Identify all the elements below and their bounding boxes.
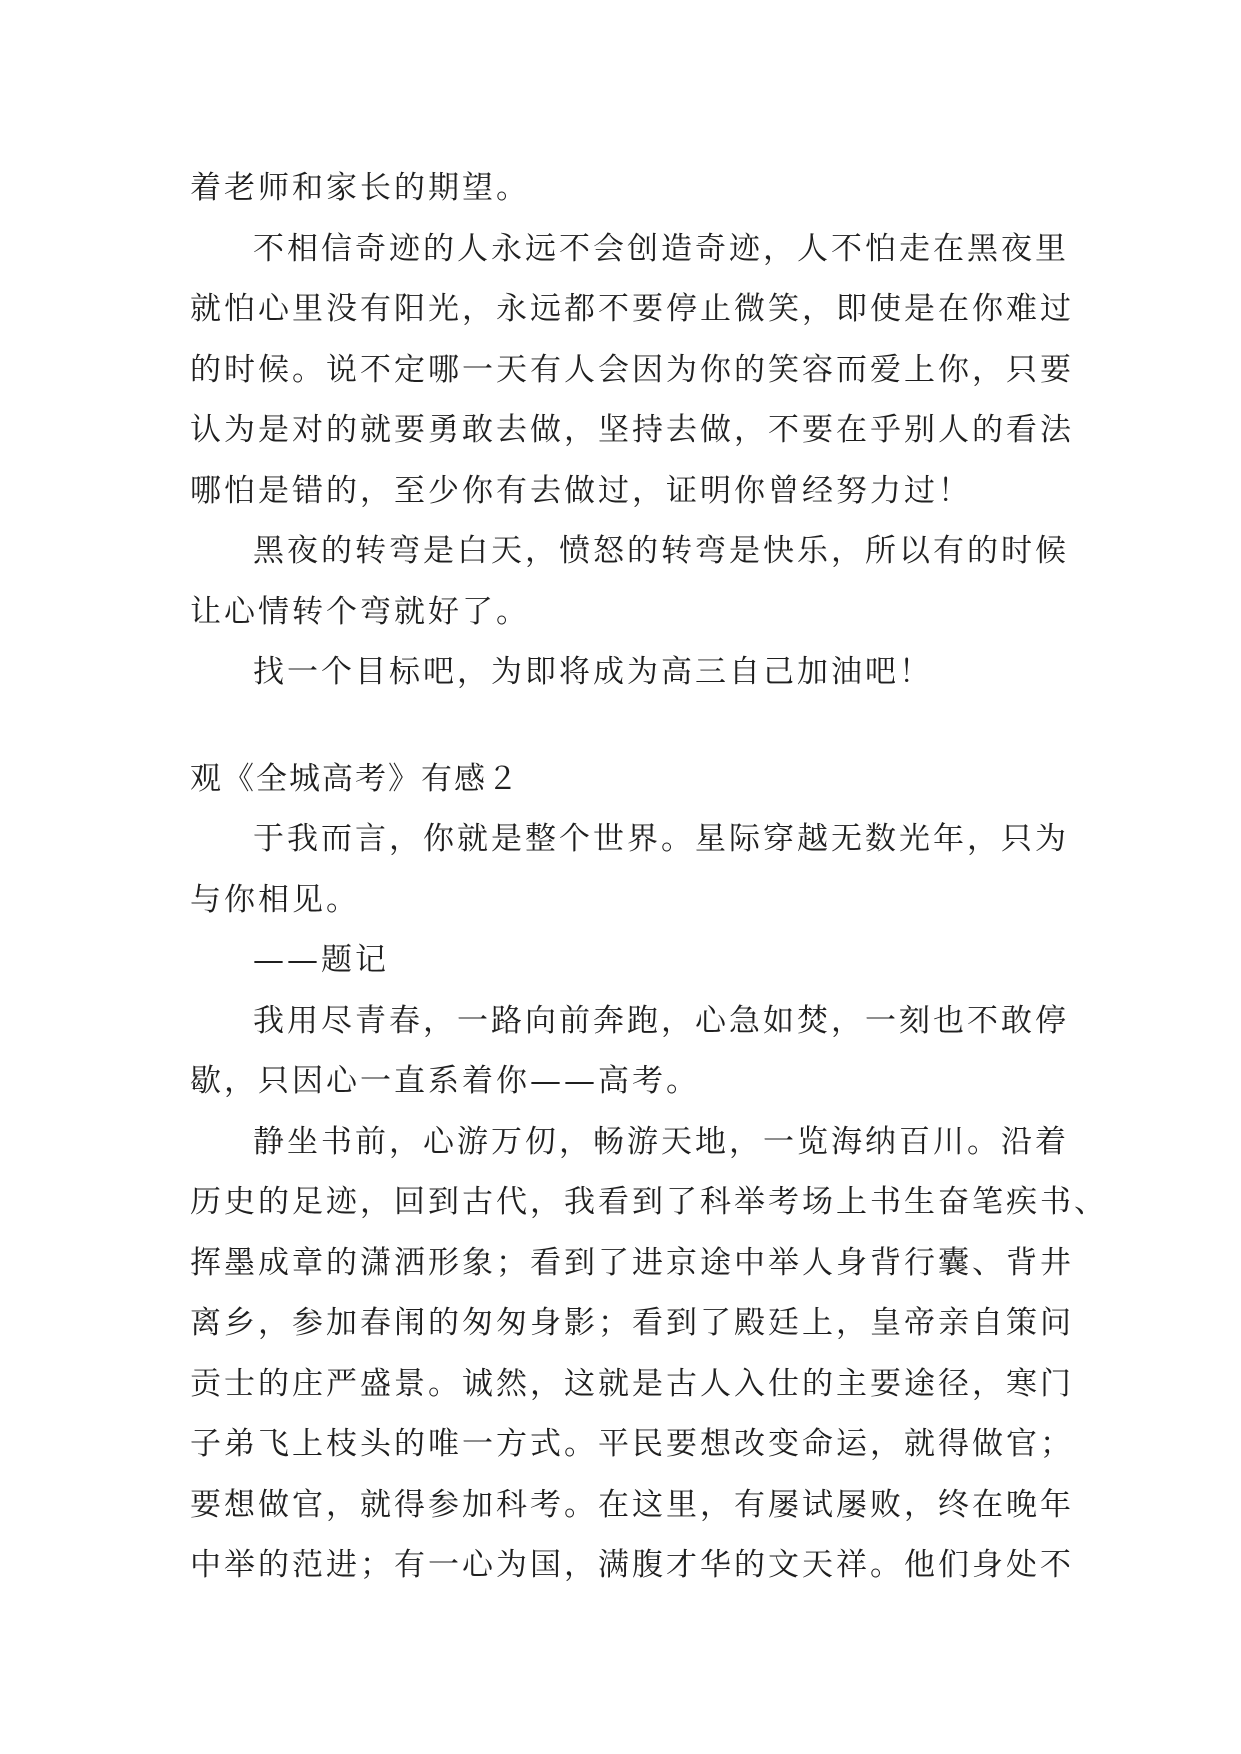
text-line: 离乡，参加春闱的匆匆身影；看到了殿廷上，皇帝亲自策问 xyxy=(190,1305,1074,1341)
text-line: 哪怕是错的，至少你有去做过，证明你曾经努力过！ xyxy=(190,472,972,509)
text-line: 要想做官，就得参加科考。在这里，有屡试屡败，终在晚年 xyxy=(190,1486,1074,1523)
text-line: 的时候。说不定哪一天有人会因为你的笑容而爱上你，只要 xyxy=(190,351,1074,388)
text-line: 中举的范进；有一心为国，满腹才华的文天祥。他们身处不 xyxy=(190,1547,1074,1583)
paragraph-start-line: 于我而言，你就是整个世界。星际穿越无数光年，只为 xyxy=(253,821,1069,857)
text-line: 挥墨成章的潇洒形象；看到了进京途中举人身背行囊、背井 xyxy=(190,1244,1074,1281)
text-line: 历史的足迹，回到古代，我看到了科举考场上书生奋笔疾书、 xyxy=(190,1184,1108,1220)
text-line: 贡士的庄严盛景。诚然，这就是古人入仕的主要途径，寒门 xyxy=(190,1365,1074,1402)
text-line: 让心情转个弯就好了。 xyxy=(190,593,530,630)
paragraph-start-line: 黑夜的转弯是白天，愤怒的转弯是快乐，所以有的时候 xyxy=(253,533,1069,569)
text-line: 着老师和家长的期望。 xyxy=(190,170,530,206)
section-title: 观《全城高考》有感２ xyxy=(190,760,520,797)
epigraph-attribution: ——题记 xyxy=(253,942,389,978)
paragraph-start-line: 静坐书前，心游万仞，畅游天地，一览海纳百川。沿着 xyxy=(253,1123,1069,1160)
paragraph-start-line: 找一个目标吧，为即将成为高三自己加油吧！ xyxy=(253,654,933,690)
paragraph-start-line: 不相信奇迹的人永远不会创造奇迹，人不怕走在黑夜里 xyxy=(253,230,1069,267)
paragraph-start-line: 我用尽青春，一路向前奔跑，心急如焚，一刻也不敢停 xyxy=(253,1002,1069,1039)
text-line: 歇，只因心一直系着你——高考。 xyxy=(190,1063,700,1099)
text-line: 与你相见。 xyxy=(190,881,360,918)
section-gap xyxy=(190,703,1070,749)
text-line: 就怕心里没有阳光，永远都不要停止微笑，即使是在你难过 xyxy=(190,291,1074,327)
text-line: 子弟飞上枝头的唯一方式。平民要想改变命运，就得做官； xyxy=(190,1426,1074,1462)
text-line: 认为是对的就要勇敢去做，坚持去做，不要在乎别人的看法 xyxy=(190,412,1074,448)
document-body xyxy=(190,158,1108,1596)
